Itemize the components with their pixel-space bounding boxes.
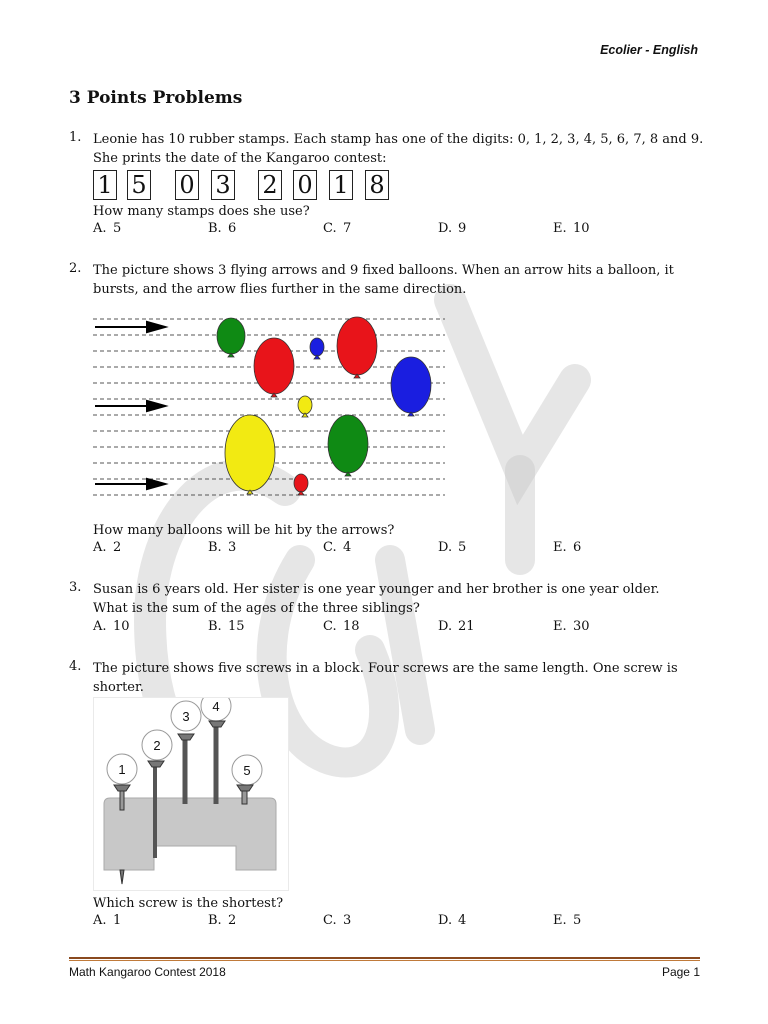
answer-a: A. 5	[93, 221, 122, 236]
section-title: 3 Points Problems	[69, 88, 243, 108]
problem-number: 4.	[69, 659, 82, 674]
header-label: Ecolier - English	[600, 43, 698, 57]
balloon	[328, 415, 368, 473]
stamp-digit: 1	[329, 170, 353, 200]
question-line: Which screw is the shortest?	[93, 896, 284, 911]
screw-label: 1	[118, 762, 126, 777]
problem-question	[93, 894, 703, 913]
answer-c: C. 3	[323, 913, 352, 928]
problem-number: 3.	[69, 580, 82, 595]
answer-b: B. 3	[208, 540, 237, 555]
problem-number: 2.	[69, 261, 82, 276]
answer-a: A. 10	[93, 619, 130, 634]
problem-line: The picture shows 3 flying arrows and 9 fixed balloons. When an arrow hits a balloon, it	[93, 263, 674, 278]
answer-options	[93, 619, 693, 637]
answer-b: B. 2	[208, 913, 237, 928]
screws-block-figure	[93, 697, 289, 891]
answer-d: D. 4	[438, 913, 467, 928]
stamp-digit: 5	[127, 170, 151, 200]
stamp-digit: 1	[93, 170, 117, 200]
answer-b: B. 6	[208, 221, 237, 236]
question-line: How many stamps does she use?	[93, 204, 310, 219]
answer-c: C. 7	[323, 221, 352, 236]
answer-e: E. 6	[553, 540, 582, 555]
screw-label: 2	[153, 738, 161, 753]
answer-e: E. 5	[553, 913, 582, 928]
footer-contest-name: Math Kangaroo Contest 2018	[69, 965, 226, 979]
answer-c: C. 4	[323, 540, 352, 555]
stamp-digit: 0	[293, 170, 317, 200]
answer-a: A. 1	[93, 913, 122, 928]
screw-label: 3	[182, 709, 190, 724]
answer-c: C. 18	[323, 619, 360, 634]
answer-options	[93, 540, 693, 558]
problem-text	[93, 659, 703, 697]
problem-text	[93, 130, 703, 168]
answer-options	[93, 913, 693, 931]
balloons-arrows-figure	[93, 312, 445, 496]
answer-d: D. 5	[438, 540, 467, 555]
problem-question	[93, 202, 703, 221]
answer-d: D. 9	[438, 221, 467, 236]
balloon	[310, 338, 324, 356]
problem-line: Susan is 6 years old. Her sister is one year younger and her brother is one year older.	[93, 582, 660, 597]
stamp-digit: 0	[175, 170, 199, 200]
problem-text	[93, 580, 703, 618]
screw-label: 4	[212, 699, 220, 714]
problem-line: Leonie has 10 rubber stamps. Each stamp has one of the digits: 0, 1, 2, 3, 4, 5, 6, 7, 8 and 9.	[93, 132, 704, 147]
problem-line: She prints the date of the Kangaroo contest:	[93, 151, 387, 166]
problem-question	[93, 521, 703, 540]
block	[104, 798, 276, 870]
answer-b: B. 15	[208, 619, 245, 634]
stamp-digit: 2	[258, 170, 282, 200]
answer-options	[93, 221, 693, 239]
answer-e: E. 30	[553, 619, 590, 634]
balloon	[254, 338, 294, 394]
problem-text	[93, 261, 703, 299]
footer-page-number: Page 1	[661, 965, 700, 979]
problem-line: shorter.	[93, 680, 144, 695]
question-line: How many balloons will be hit by the arrows?	[93, 523, 395, 538]
balloon	[298, 396, 312, 414]
stamp-digit: 3	[211, 170, 235, 200]
stamp-digit: 8	[365, 170, 389, 200]
answer-e: E. 10	[553, 221, 590, 236]
footer-divider	[69, 957, 700, 959]
balloon	[391, 357, 431, 413]
balloon	[225, 415, 275, 491]
problem-line: bursts, and the arrow flies further in the same direction.	[93, 282, 467, 297]
problem-line: The picture shows five screws in a block. Four screws are the same length. One screw is	[93, 661, 678, 676]
problem-number: 1.	[69, 130, 82, 145]
balloon	[217, 318, 245, 354]
balloon	[294, 474, 308, 492]
problem-line: What is the sum of the ages of the three siblings?	[93, 601, 420, 616]
answer-d: D. 21	[438, 619, 475, 634]
screw-label: 5	[243, 763, 251, 778]
answer-a: A. 2	[93, 540, 122, 555]
balloon	[337, 317, 377, 375]
arrows	[95, 322, 165, 489]
footer-divider-secondary	[69, 960, 700, 961]
